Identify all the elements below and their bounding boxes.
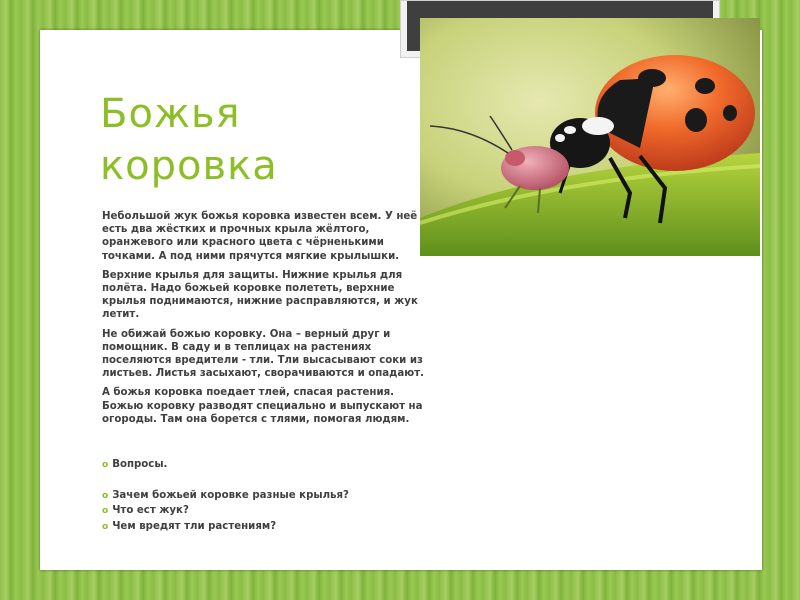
ladybug-photo	[420, 18, 760, 256]
bullet-item: o Зачем божьей коровке разные крылья?	[102, 490, 349, 501]
bullet-mark-icon: o	[102, 506, 109, 516]
title-line-2: коровка	[100, 143, 278, 189]
bullet-mark-icon: o	[102, 460, 109, 470]
slide-title	[100, 88, 400, 192]
bullet-mark-icon: o	[102, 491, 109, 501]
bullet-item: o Чем вредят тли растениям?	[102, 521, 277, 532]
bullet-mark-icon: o	[102, 522, 109, 532]
title-line-1: Божья	[100, 91, 241, 137]
paragraph-1: Небольшой жук божья коровка известен всем. У неё есть два жёстких и прочных крыла жёлтого, оранжевого или красного цвета с чёрненькими точками. А под ними прячутся мягкие крылышки.	[102, 211, 418, 262]
paragraph-4: А божья коровка поедает тлей, спасая растения. Божью коровку разводят специально и выпускают на огороды. Там она борется с тлями, помогая людям.	[102, 387, 423, 425]
body-text	[102, 210, 424, 432]
bullet-item: o Что ест жук?	[102, 505, 189, 516]
paragraph-2: Верхние крылья для защиты. Нижние крылья для полёта. Надо божьей коровке полететь, верхние крылья поднимаются, нижние расправляются, и жук летит.	[102, 269, 418, 321]
paragraph-3: Не обижай божью коровку. Она – верный друг и помощник. В саду и в теплицах на растениях поселяются вредители - тли. Тли высасывают соки из листьев. Листья засыхают, сворачиваются и опадают.	[102, 328, 424, 380]
bullet-item: o Вопросы.	[102, 459, 168, 470]
